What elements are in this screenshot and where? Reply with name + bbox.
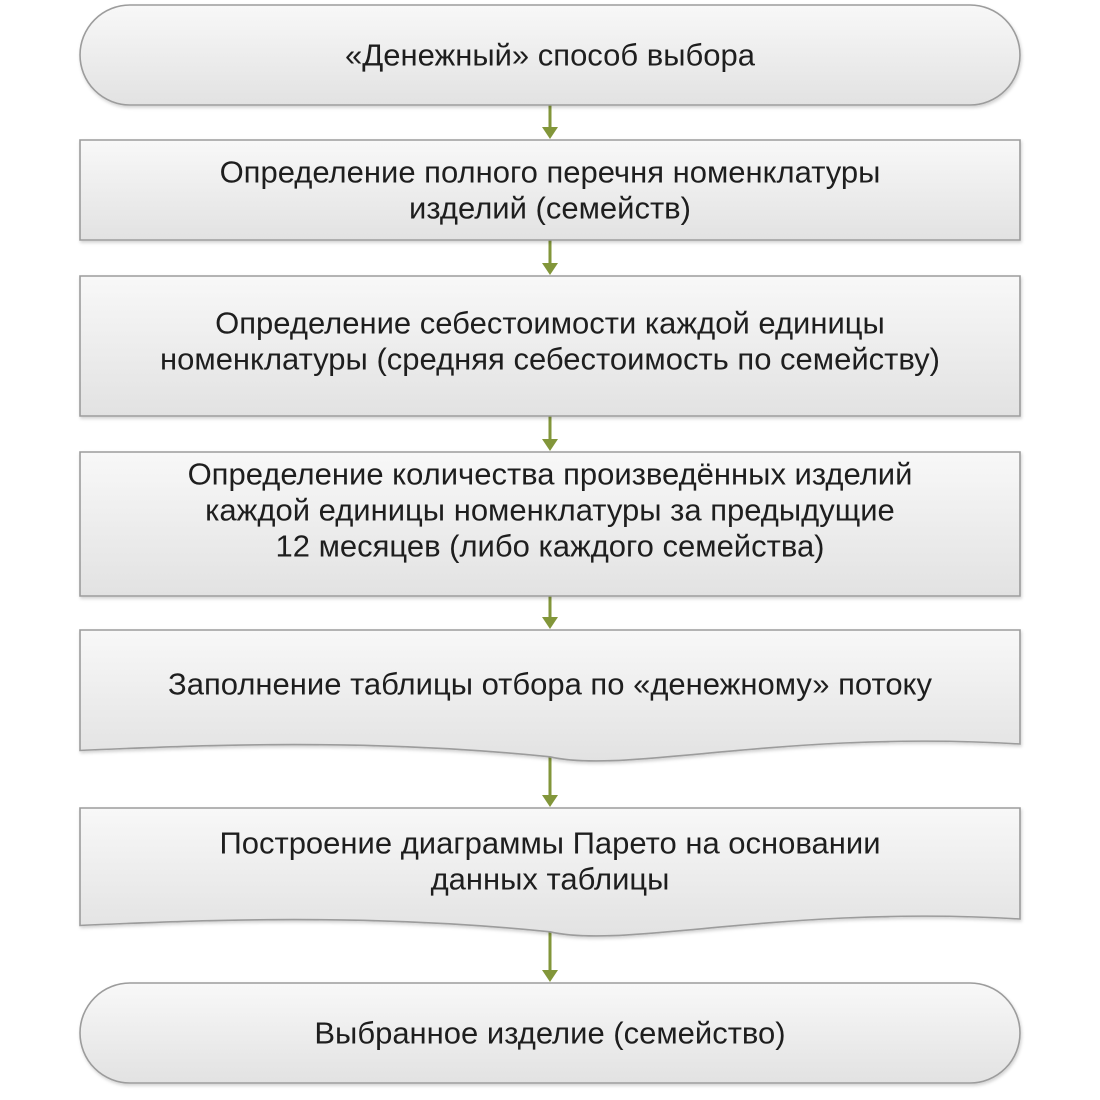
arrow-down-icon	[542, 416, 558, 451]
step-text-line: Определение количества произведённых изделий	[187, 456, 913, 492]
step-text-line: Определение полного перечня номенклатуры	[219, 154, 881, 190]
arrow-head	[542, 795, 558, 807]
arrow-down-icon	[542, 752, 558, 807]
arrow-head	[542, 970, 558, 982]
step-text-line: «Денежный» способ выбора	[344, 37, 756, 73]
step-text-line: каждой единицы номенклатуры за предыдущие	[205, 492, 895, 528]
step-text-line: изделий (семейств)	[409, 190, 691, 226]
arrow-down-icon	[542, 596, 558, 629]
step-text-line: номенклатуры (средняя себестоимость по семейству)	[160, 341, 940, 377]
step-document-5	[80, 630, 1020, 761]
step-document-6	[80, 808, 1020, 936]
step-text-line: 12 месяцев (либо каждого семейства)	[275, 528, 825, 564]
arrow-down-icon	[542, 105, 558, 139]
step-text-line: Выбранное изделие (семейство)	[314, 1015, 786, 1051]
step-process-3	[80, 276, 1020, 416]
step-text-line: данных таблицы	[430, 861, 670, 897]
step-process-2	[80, 140, 1020, 240]
step-process-4	[80, 452, 1020, 596]
flowchart-steps	[80, 5, 1020, 1083]
step-text-line: Построение диаграммы Парето на основании	[219, 825, 881, 861]
arrow-head	[542, 127, 558, 139]
step-terminator-1	[80, 5, 1020, 105]
arrow-head	[542, 617, 558, 629]
step-text-line: Заполнение таблицы отбора по «денежному» потоку	[168, 666, 932, 702]
step-terminator-7	[80, 983, 1020, 1083]
arrow-head	[542, 439, 558, 451]
arrow-down-icon	[542, 928, 558, 982]
arrow-down-icon	[542, 240, 558, 275]
arrow-head	[542, 263, 558, 275]
step-text-line: Определение себестоимости каждой единицы	[215, 305, 885, 341]
